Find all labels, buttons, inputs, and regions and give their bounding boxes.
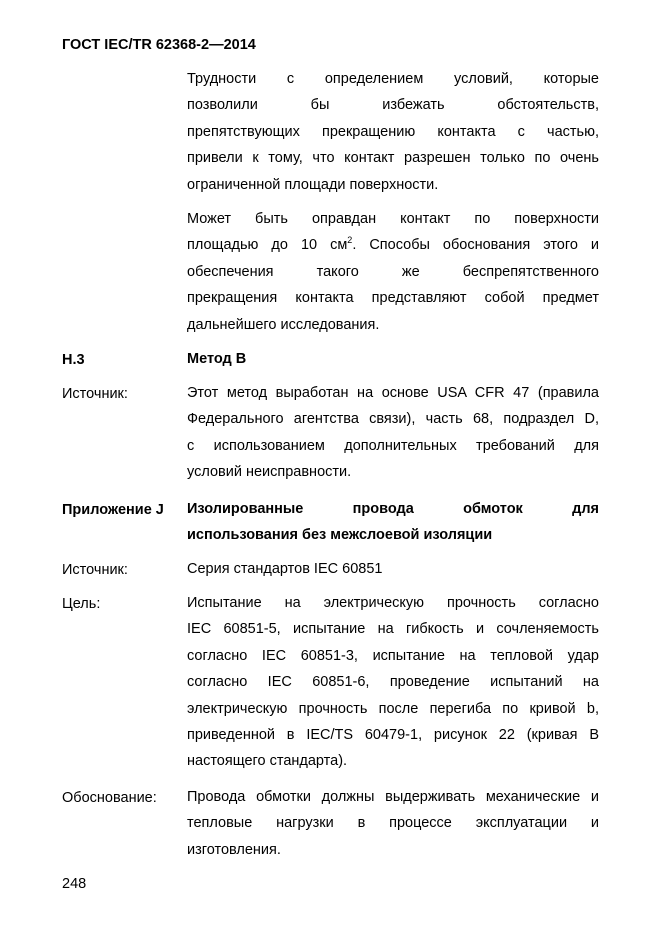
text-line: Испытание на электрическую прочность согласно <box>187 595 599 611</box>
text-line: Трудности с определением условий, которые <box>187 71 599 87</box>
text-line: обеспечения такого же беспрепятственного <box>187 263 599 280</box>
source-label: Источник: <box>62 562 128 578</box>
paragraph-difficulties <box>187 66 599 198</box>
text-line: ограниченной площади поверхности. <box>187 176 439 193</box>
section-number: Н.3 <box>62 352 85 368</box>
text-line: прекращения контакта представляют собой предмет <box>187 290 599 307</box>
text-line: Может быть оправдан контакт по поверхности <box>187 211 599 227</box>
text-line: Провода обмотки должны выдерживать механические и <box>187 789 599 805</box>
source-label: Источник: <box>62 386 128 402</box>
text-line: Федерального агентства связи), часть 68, подраздел D, <box>187 411 599 428</box>
rationale-text <box>187 784 599 863</box>
text-line: условий неисправности. <box>187 464 352 481</box>
text-line: настоящего стандарта). <box>187 753 348 770</box>
text-line: приведенной в IEC/TS 60479-1, рисунок 22 (кривая В <box>187 727 599 744</box>
source-text: Серия стандартов IEC 60851 <box>187 561 383 577</box>
text-line: согласно IEC 60851-6, проведение испытаний на <box>187 674 599 691</box>
text-fragment: площадью до 10 см <box>187 237 348 254</box>
text-line: позволили бы избежать обстоятельств, <box>187 97 599 114</box>
goal-text <box>187 590 599 775</box>
text-line: электрическую прочность после перегиба по кривой b, <box>187 700 599 717</box>
text-line: IEC 60851-5, испытание на гибкость и сочленяемость <box>187 621 599 638</box>
text-line: дальнейшего исследования. <box>187 316 380 333</box>
text-line: привели к тому, что контакт разрешен только по очень <box>187 150 599 167</box>
paragraph-justification <box>187 206 599 338</box>
annex-title <box>187 496 599 549</box>
document-header: ГОСТ IEC/TR 62368-2—2014 <box>62 37 256 53</box>
text-line: тепловые нагрузки в процессе эксплуатации и <box>187 815 599 832</box>
text-fragment: . Способы обоснования этого и <box>352 237 599 254</box>
section-title: Метод В <box>187 351 247 367</box>
text-line: с использованием дополнительных требований для <box>187 437 599 454</box>
rationale-label: Обоснование: <box>62 790 157 806</box>
text-line: Этот метод выработан на основе USA CFR 47 (правила <box>187 385 599 401</box>
superscript: 2 <box>347 235 353 246</box>
source-text <box>187 380 599 486</box>
annex-label: Приложение J <box>62 502 164 518</box>
goal-label: Цель: <box>62 596 101 612</box>
title-line: использования без межслоевой изоляции <box>187 527 493 544</box>
text-line: изготовления. <box>187 841 281 858</box>
page-number: 248 <box>62 876 87 892</box>
text-line: препятствующих прекращению контакта с частью, <box>187 123 599 140</box>
text-line: согласно IEC 60851-3, испытание на тепловой удар <box>187 647 599 664</box>
text-line <box>187 232 599 258</box>
title-line: Изолированные провода обмоток для <box>187 501 599 517</box>
